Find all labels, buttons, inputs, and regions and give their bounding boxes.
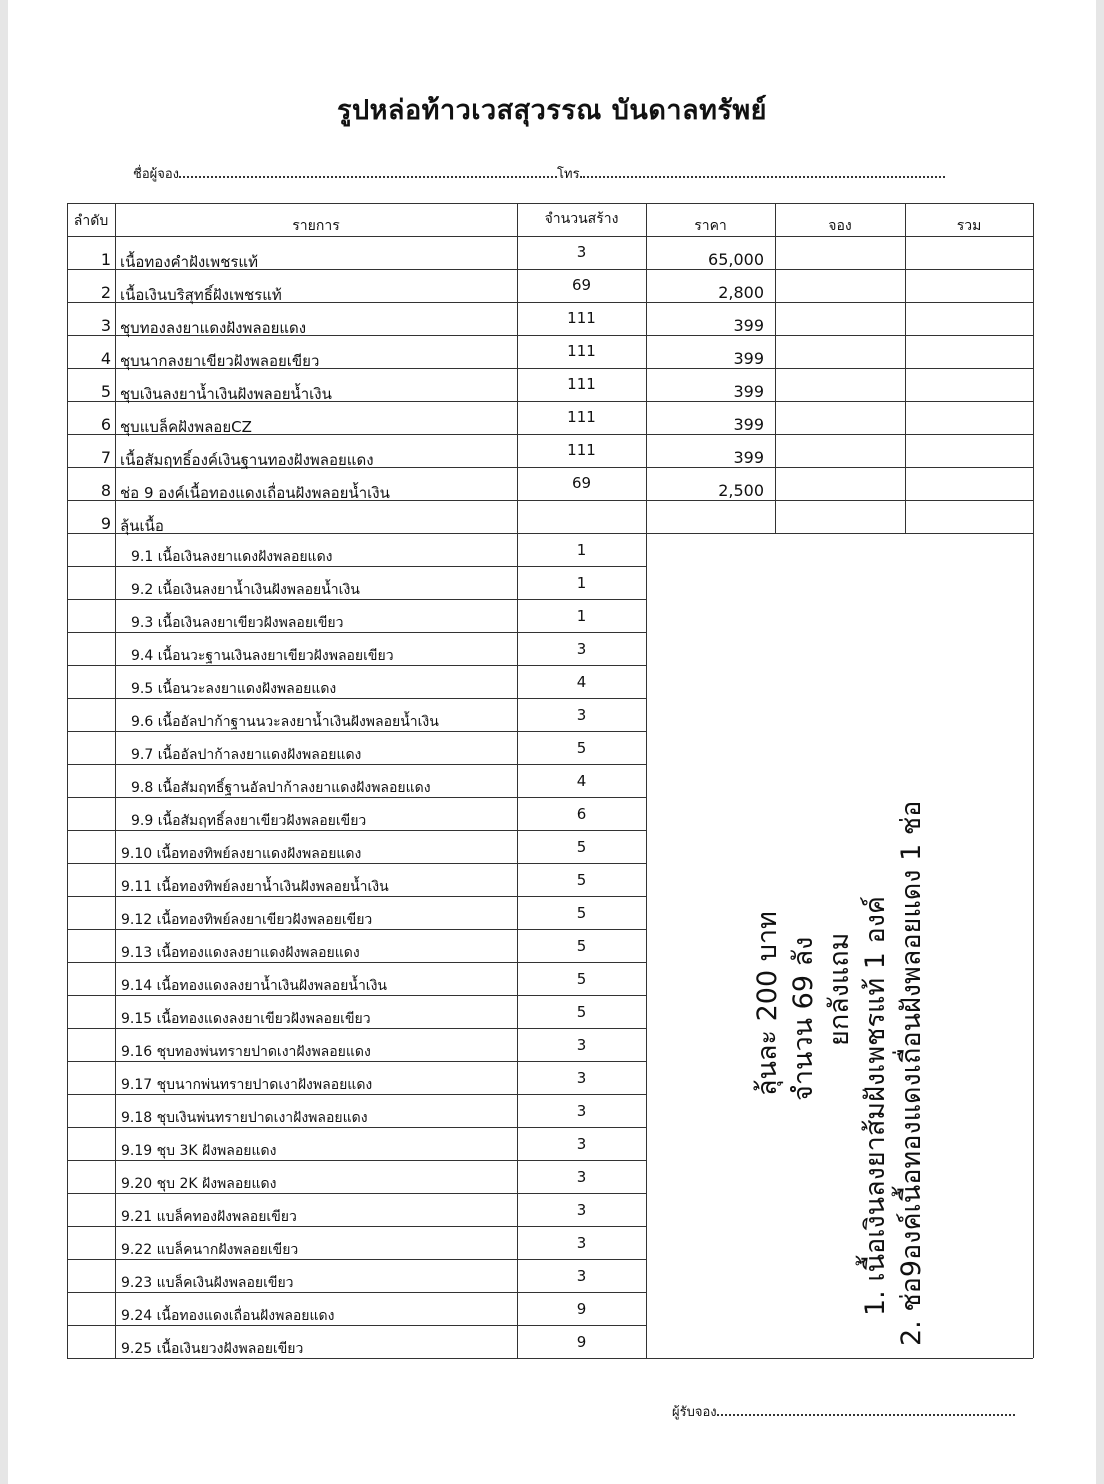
row-total-input[interactable] bbox=[905, 500, 1033, 533]
row-price: 399 bbox=[733, 349, 764, 368]
sub-row-qty: 1 bbox=[576, 541, 587, 559]
sub-row-qty: 3 bbox=[576, 1168, 587, 1186]
row-reserve-input[interactable] bbox=[775, 302, 905, 335]
sub-row-qty: 3 bbox=[576, 1135, 587, 1153]
table-border-top bbox=[67, 203, 1033, 204]
sub-row-item: 9.17 ชุบนากพ่นทรายปาดเงาฝังพลอยแดง bbox=[121, 1077, 373, 1093]
header-item: รายการ bbox=[292, 218, 340, 234]
row-item: ลุ้นเนื้อ bbox=[120, 517, 164, 535]
row-number: 6 bbox=[100, 415, 111, 434]
sub-row-item: 9.21 แบล็คทองฝังพลอยเขียว bbox=[121, 1209, 297, 1225]
row-total-input[interactable] bbox=[905, 335, 1033, 368]
table-border-left bbox=[67, 203, 68, 1358]
sub-row-item: 9.1 เนื้อเงินลงยาแดงฝังพลอยแดง bbox=[131, 549, 333, 565]
phone-label: โทร bbox=[557, 167, 580, 182]
booker-name-dotted-line bbox=[179, 168, 557, 178]
row-item: ช่อ 9 องค์เนื้อทองแดงเถื่อนฝังพลอยน้ำเงิน bbox=[120, 484, 390, 502]
sub-row-qty: 5 bbox=[576, 937, 587, 955]
sub-row-qty: 3 bbox=[576, 1267, 587, 1285]
sub-row-item: 9.2 เนื้อเงินลงยาน้ำเงินฝังพลอยน้ำเงิน bbox=[131, 582, 360, 598]
row-price: 399 bbox=[733, 316, 764, 335]
phone-dotted-line bbox=[580, 168, 945, 178]
sub-row-qty: 5 bbox=[576, 739, 587, 757]
row-price: 2,500 bbox=[718, 481, 764, 500]
row-qty: 111 bbox=[567, 441, 596, 459]
col-divider-no bbox=[115, 203, 116, 1358]
row-reserve-input[interactable] bbox=[775, 401, 905, 434]
receiver-field[interactable] bbox=[672, 1401, 1015, 1422]
sub-row-item: 9.8 เนื้อสัมฤทธิ์ฐานอัลปาก้าลงยาแดงฝังพลอยแดง bbox=[131, 780, 431, 796]
row-total-input[interactable] bbox=[905, 302, 1033, 335]
sub-row-item: 9.11 เนื้อทองทิพย์ลงยาน้ำเงินฝังพลอยน้ำเงิน bbox=[121, 879, 389, 895]
sub-row-qty: 3 bbox=[576, 1234, 587, 1252]
sub-row-qty: 9 bbox=[576, 1333, 587, 1351]
row-reserve-input[interactable] bbox=[775, 434, 905, 467]
sub-row-qty: 3 bbox=[576, 1201, 587, 1219]
row-price: 2,800 bbox=[718, 283, 764, 302]
lottery-note-line: 1. เนื้อเงินลงยาส้มฝังเพชรแท้ 1 องค์ bbox=[859, 895, 891, 1316]
row-reserve-input[interactable] bbox=[775, 236, 905, 269]
header-price: ราคา bbox=[694, 218, 727, 234]
sub-row-item: 9.3 เนื้อเงินลงยาเขียวฝังพลอยเขียว bbox=[131, 615, 344, 631]
sub-row-qty: 3 bbox=[576, 1069, 587, 1087]
sub-row-qty: 6 bbox=[576, 805, 587, 823]
row-reserve-input[interactable] bbox=[775, 467, 905, 500]
sub-row-qty: 4 bbox=[576, 673, 587, 691]
row-number: 7 bbox=[100, 448, 111, 467]
lottery-note-line: 2. ช่อ9องค์เนื้อทองแดงเถื่อนฝังพลอยแดง 1 ช่อ bbox=[895, 800, 927, 1346]
sub-row-qty: 9 bbox=[576, 1300, 587, 1318]
row-qty: 111 bbox=[567, 375, 596, 393]
receiver-label: ผู้รับจอง bbox=[672, 1405, 717, 1420]
sub-row-item: 9.23 แบล็คเงินฝังพลอยเขียว bbox=[121, 1275, 294, 1291]
row-price: 399 bbox=[733, 415, 764, 434]
sub-row-qty: 5 bbox=[576, 838, 587, 856]
row-price: 65,000 bbox=[708, 250, 764, 269]
lottery-note-text bbox=[750, 546, 930, 1346]
sub-row-qty: 5 bbox=[576, 904, 587, 922]
sub-row-item: 9.24 เนื้อทองแดงเถื่อนฝังพลอยแดง bbox=[121, 1308, 335, 1324]
row-price: 399 bbox=[733, 382, 764, 401]
page-edge-right bbox=[1096, 0, 1104, 1484]
row-qty: 69 bbox=[571, 276, 592, 294]
row-number: 9 bbox=[100, 514, 111, 533]
row-total-input[interactable] bbox=[905, 434, 1033, 467]
sub-row-item: 9.25 เนื้อเงินยวงฝังพลอยเขียว bbox=[121, 1341, 304, 1357]
row-qty: 111 bbox=[567, 309, 596, 327]
table-border-right bbox=[1033, 203, 1034, 1358]
booker-name-field[interactable] bbox=[133, 163, 945, 184]
row-number: 2 bbox=[100, 283, 111, 302]
sub-row-qty: 5 bbox=[576, 970, 587, 988]
sub-row-qty: 4 bbox=[576, 772, 587, 790]
lottery-note-panel bbox=[646, 533, 1033, 1358]
sub-row-qty: 3 bbox=[576, 640, 587, 658]
row-item: ชุบทองลงยาแดงฝังพลอยแดง bbox=[120, 319, 307, 337]
row-item: ชุบเงินลงยาน้ำเงินฝังพลอยน้ำเงิน bbox=[120, 385, 332, 403]
reservation-table bbox=[67, 203, 1034, 1355]
sub-row-item: 9.18 ชุบเงินพ่นทรายปาดเงาฝังพลอยแดง bbox=[121, 1110, 368, 1126]
sub-row-item: 9.4 เนื้อนวะฐานเงินลงยาเขียวฝังพลอยเขียว bbox=[131, 648, 394, 664]
row-price: 399 bbox=[733, 448, 764, 467]
sub-row-item: 9.10 เนื้อทองทิพย์ลงยาแดงฝังพลอยแดง bbox=[121, 846, 362, 862]
row-item: เนื้อทองคำฝังเพชรแท้ bbox=[120, 253, 258, 271]
lottery-note-line: ยกลังแถม bbox=[823, 932, 855, 1046]
row-total-input[interactable] bbox=[905, 401, 1033, 434]
lottery-note-line: จำนวน 69 ลัง bbox=[787, 936, 819, 1101]
sub-row-qty: 1 bbox=[576, 574, 587, 592]
booker-name-label: ชื่อผู้จอง bbox=[133, 167, 180, 182]
sub-row-item: 9.16 ชุบทองพ่นทรายปาดเงาฝังพลอยแดง bbox=[121, 1044, 371, 1060]
row-total-input[interactable] bbox=[905, 368, 1033, 401]
sub-row-qty: 3 bbox=[576, 706, 587, 724]
header-total: รวม bbox=[956, 218, 982, 234]
row-qty: 111 bbox=[567, 408, 596, 426]
row-qty: 69 bbox=[571, 474, 592, 492]
sub-row-qty: 5 bbox=[576, 871, 587, 889]
row-item: ชุบนากลงยาเขียวฝังพลอยเขียว bbox=[120, 352, 320, 370]
sub-row-qty: 1 bbox=[576, 607, 587, 625]
row-total-input[interactable] bbox=[905, 467, 1033, 500]
sub-row-item: 9.7 เนื้ออัลปาก้าลงยาแดงฝังพลอยแดง bbox=[131, 747, 362, 763]
row-reserve-input[interactable] bbox=[775, 500, 905, 533]
sub-row-item: 9.6 เนื้ออัลปาก้าฐานนวะลงยาน้ำเงินฝังพลอยน้ำเงิน bbox=[131, 714, 439, 730]
sub-row-item: 9.12 เนื้อทองทิพย์ลงยาเขียวฝังพลอยเขียว bbox=[121, 912, 373, 928]
sub-row-qty: 3 bbox=[576, 1102, 587, 1120]
row-qty: 111 bbox=[567, 342, 596, 360]
row-number: 3 bbox=[100, 316, 111, 335]
page-title: รูปหล่อท้าวเวสสุวรรณ บันดาลทรัพย์ bbox=[336, 95, 768, 126]
receiver-dotted-line bbox=[717, 1406, 1015, 1416]
sub-row-item: 9.5 เนื้อนวะลงยาแดงฝังพลอยแดง bbox=[131, 681, 337, 697]
sub-row-item: 9.9 เนื้อสัมฤทธิ์ลงยาเขียวฝังพลอยเขียว bbox=[131, 813, 367, 829]
sub-row-item: 9.22 แบล็คนากฝังพลอยเขียว bbox=[121, 1242, 299, 1258]
lottery-note-line: ลุ้นละ 200 บาท bbox=[751, 910, 783, 1096]
row-total-input[interactable] bbox=[905, 269, 1033, 302]
sub-row-qty: 3 bbox=[576, 1036, 587, 1054]
sub-row-item: 9.19 ชุบ 3K ฝังพลอยแดง bbox=[121, 1143, 277, 1159]
sub-row-item: 9.20 ชุบ 2K ฝังพลอยแดง bbox=[121, 1176, 277, 1192]
sub-row-item: 9.14 เนื้อทองแดงลงยาน้ำเงินฝังพลอยน้ำเงิน bbox=[121, 978, 387, 994]
row-number: 1 bbox=[100, 250, 111, 269]
row-reserve-input[interactable] bbox=[775, 269, 905, 302]
header-no: ลำดับ bbox=[73, 213, 109, 229]
sub-row-qty: 5 bbox=[576, 1003, 587, 1021]
sub-row-item: 9.13 เนื้อทองแดงลงยาแดงฝังพลอยแดง bbox=[121, 945, 360, 961]
sub-row-item: 9.15 เนื้อทองแดงลงยาเขียวฝังพลอยเขียว bbox=[121, 1011, 371, 1027]
row-reserve-input[interactable] bbox=[775, 368, 905, 401]
row-item: เนื้อสัมฤทธิ์องค์เงินฐานทองฝังพลอยแดง bbox=[120, 451, 374, 469]
page-edge-left bbox=[0, 0, 8, 1484]
row-number: 4 bbox=[100, 349, 111, 368]
row-item: เนื้อเงินบริสุทธิ์ฝังเพชรแท้ bbox=[120, 286, 282, 304]
header-qty: จำนวนสร้าง bbox=[544, 211, 619, 227]
row-number: 8 bbox=[100, 481, 111, 500]
header-reserve: จอง bbox=[828, 218, 852, 234]
row-item: ชุบแบล็คฝังพลอยCZ bbox=[120, 418, 252, 436]
row-reserve-input[interactable] bbox=[775, 335, 905, 368]
row-qty: 3 bbox=[576, 243, 587, 261]
row-total-input[interactable] bbox=[905, 236, 1033, 269]
row-number: 5 bbox=[100, 382, 111, 401]
